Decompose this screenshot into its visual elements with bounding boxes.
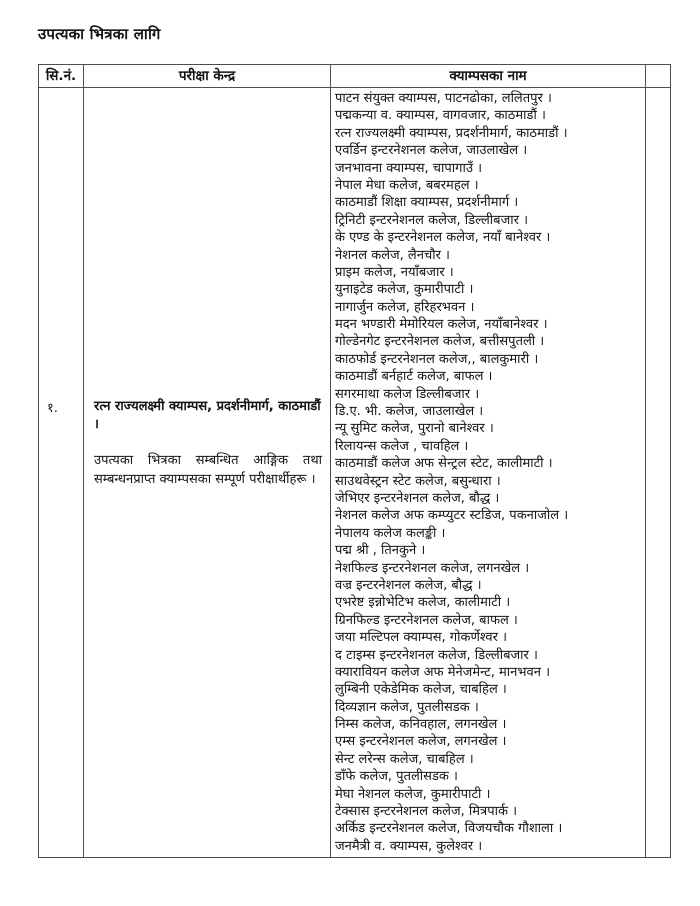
campus-line: प्राइम कलेज, नयाँबजार । xyxy=(335,264,454,280)
campus-line: वज्र इन्टरनेशनल कलेज, बौद्ध । xyxy=(335,577,482,593)
campus-line: एम्स इन्टरनेशनल कलेज, लगनखेल । xyxy=(335,734,507,750)
table-row xyxy=(39,88,671,858)
campus-line: सगरमाथा कलेज डिल्लीबजार । xyxy=(335,386,480,402)
campus-line: द टाइम्स इन्टरनेशनल कलेज, डिल्लीबजार । xyxy=(335,647,538,663)
campus-line: अर्किड इन्टरनेशनल कलेज, विजयचौक गौशाला । xyxy=(335,821,563,837)
campus-line: मदन भण्डारी मेमोरियल कलेज, नयाँबानेश्वर । xyxy=(335,317,548,333)
row-serial-number: १. xyxy=(39,88,84,858)
campus-line: टेक्सास इन्टरनेशनल कलेज, मित्रपार्क । xyxy=(335,804,518,820)
campus-list xyxy=(335,90,643,855)
campus-line: डाँफे कलेज, पुतलीसडक । xyxy=(335,769,458,785)
campus-line: मेघा नेशनल कलेज, कुमारीपाटी । xyxy=(335,786,491,802)
table-header-row xyxy=(39,65,671,88)
campus-line: पद्म श्री , तिनकुने । xyxy=(335,543,426,559)
col-header-exam-center: परीक्षा केन्द्र xyxy=(84,65,331,88)
campus-line: काठमाडौं कलेज अफ सेन्ट्रल स्टेट, कालीमाटी । xyxy=(335,456,553,472)
exam-center-name: रत्न राज्यलक्ष्मी क्याम्पस, प्रदर्शनीमार्ग, काठमाडौं । xyxy=(94,399,321,432)
campus-line: काठमाडौं शिक्षा क्याम्पस, प्रदर्शनीमार्ग । xyxy=(335,195,519,211)
campus-line: नेशनल कलेज अफ कम्प्युटर स्टडिज, पकनाजोल । xyxy=(335,508,569,524)
campus-line: रत्न राज्यलक्ष्मी क्याम्पस, प्रदर्शनीमार्ग, काठमाडौं । xyxy=(335,125,568,141)
campus-line: एवर्डिन इन्टरनेशनल कलेज, जाउलाखेल । xyxy=(335,143,528,159)
campus-line: नेशफिल्ड इन्टरनेशनल कलेज, लगनखेल । xyxy=(335,560,530,576)
campus-line: साउथवेस्ट्रन स्टेट कलेज, बसुन्धारा । xyxy=(335,473,501,489)
campus-line: डि.ए. भी. कलेज, जाउलाखेल । xyxy=(335,404,484,420)
campus-line: सेन्ट लरेन्स कलेज, चाबहिल । xyxy=(335,751,474,767)
campus-line: पद्मकन्या व. क्याम्पस, वागवजार, काठमाडौं । xyxy=(335,108,546,124)
page-title: उपत्यका भित्रका लागि xyxy=(38,25,161,43)
campus-line: पाटन संयुक्त क्याम्पस, पाटनढोका, ललितपुर । xyxy=(335,91,552,106)
campus-line: काठफोर्ड इन्टरनेशनल कलेज,, बालकुमारी । xyxy=(335,351,539,367)
campus-line: निम्स कलेज, कनिवहाल, लगनखेल । xyxy=(335,717,507,733)
campus-line: गोल्डेनगेट इन्टरनेशनल कलेज, बत्तीसपुतली । xyxy=(335,334,545,350)
campus-line: नेपालय कलेज कलङ्की । xyxy=(335,525,446,541)
campus-line: नेपाल मेधा कलेज, बबरमहल । xyxy=(335,177,479,193)
exam-center-cell xyxy=(84,88,331,858)
campus-line: दिव्यज्ञान कलेज, पुतलीसडक । xyxy=(335,699,479,715)
campus-line: क्यारावियन कलेज अफ मेनेजमेन्ट, मानभवन । xyxy=(335,664,550,680)
campus-line: ग्रिनफिल्ड इन्टरनेशनल कलेज, बाफल । xyxy=(335,612,518,628)
exam-center-note: उपत्यका भित्रका सम्बन्धित आङ्गिक तथा सम्बन्धनप्राप्त क्याम्पसका सम्पूर्ण परीक्षार्थीहरू । xyxy=(94,453,322,487)
campus-line: रिलायन्स कलेज , चावहिल । xyxy=(335,438,469,454)
campus-line: नागार्जुन कलेज, हरिहरभवन । xyxy=(335,299,475,315)
campus-line: ट्रिनिटी इन्टरनेशनल कलेज, डिल्लीबजार । xyxy=(335,212,528,228)
campus-list-cell xyxy=(331,88,646,858)
campus-line: के एण्ड के इन्टरनेशनल कलेज, नयाँ बानेश्वर । xyxy=(335,230,551,246)
empty-cell xyxy=(646,88,671,858)
campus-line: जनभावना क्याम्पस, चापागाउँ । xyxy=(335,160,482,176)
exam-centers-table xyxy=(38,64,671,858)
campus-line: न्यू सुमिट कलेज, पुरानो बानेश्वर । xyxy=(335,421,494,437)
campus-line: लुम्बिनी एकेडेमिक कलेज, चाबहिल । xyxy=(335,682,507,698)
col-header-serial-number: सि.नं. xyxy=(39,65,84,88)
campus-line: जया मल्टिपल क्याम्पस, गोकर्णेश्वर । xyxy=(335,630,508,646)
campus-line: एभरेष्ट इन्नोभेटिभ कलेज, कालीमाटी । xyxy=(335,595,511,611)
campus-line: जनमैत्री व. क्याम्पस, कुलेश्वर । xyxy=(335,838,483,854)
campus-line: काठमाडौं बर्नहार्ट कलेज, बाफल । xyxy=(335,369,493,385)
col-header-extra xyxy=(646,65,671,88)
campus-line: युनाइटेड कलेज, कुमारीपाटी । xyxy=(335,282,474,298)
campus-line: नेशनल कलेज, लैनचौर । xyxy=(335,247,450,263)
campus-line: जेभिएर इन्टरनेशनल कलेज, बौद्ध । xyxy=(335,490,500,506)
col-header-campus-names: क्याम्पसका नाम xyxy=(331,65,646,88)
